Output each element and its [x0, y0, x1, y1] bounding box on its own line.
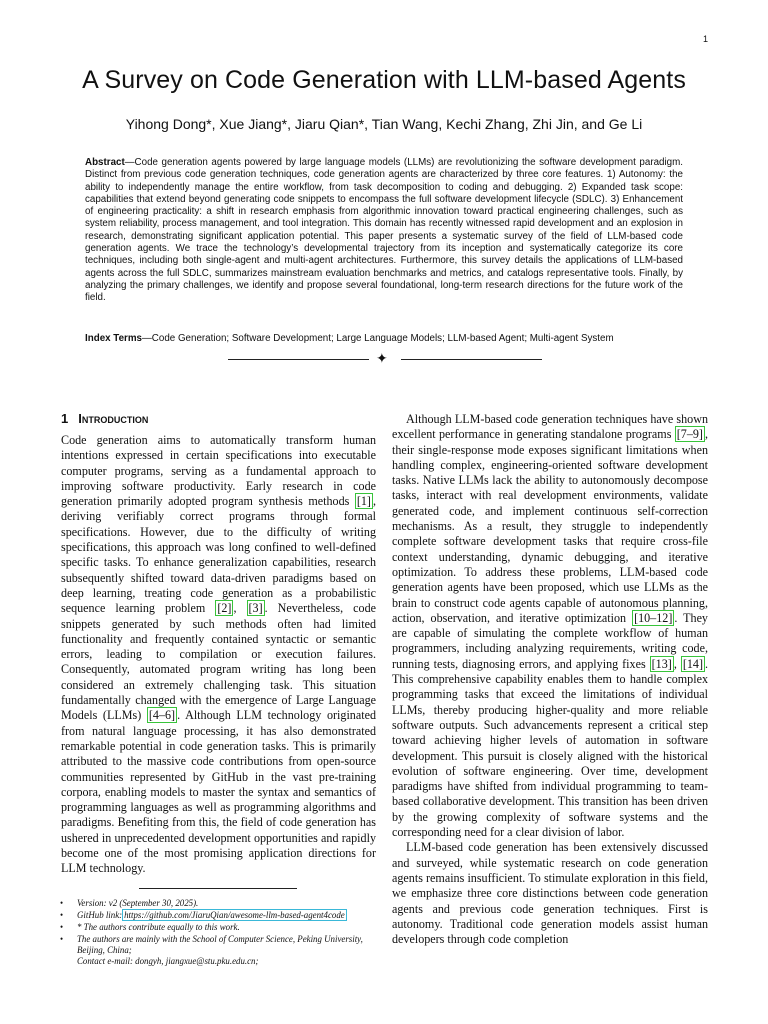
- divider-line-right: [401, 359, 542, 360]
- footnote-affiliation: [60, 934, 390, 967]
- left-column: [61, 433, 376, 877]
- footnote-equal-contribution: • * The authors contribute equally to this work.: [60, 922, 390, 933]
- footnote-rule: [139, 888, 297, 889]
- citation-link[interactable]: [4–6]: [148, 708, 176, 723]
- author-list: Yihong Dong*, Xue Jiang*, Jiaru Qian*, Tian Wang, Kechi Zhang, Zhi Jin, and Ge Li: [125, 116, 643, 132]
- left-text-c: ,: [233, 601, 247, 616]
- left-paragraph-1: [61, 433, 376, 877]
- footnote-version: • Version: v2 (September 30, 2025).: [60, 898, 390, 909]
- right-text-a: Although LLM-based code generation techniques have shown excellent performance in generating standalone programs: [392, 412, 708, 442]
- left-text-a: Code generation aims to automatically transform human intentions expressed in certain specifications into executable computer programs, serving as a fundamental approach to improving software productivity. Early research in code generation primarily adopted program synthesis methods: [61, 433, 376, 509]
- citation-link[interactable]: [7–9]: [676, 427, 703, 442]
- citation-link[interactable]: [13]: [651, 656, 672, 671]
- abstract-text: —Code generation agents powered by large language models (LLMs) are revolutionizing the software development paradigm. Distinct from previous code generation techniques, code generation agents are characterized by three core features. 1) Autonomy: the ability to independently manage the entire workflow, from task decomposition to coding and debugging. 2) Expanded task scope: capabilities that extend beyond generating code snippets to encompass the full software development lifecycle (SDLC). 3) Enhancement of engineering practicality: a shift in research emphasis from algorithmic innovation toward practical engineering challenges, such as system reliability, process management, and tool integration. This domain has recently witnessed rapid development and an explosion in research, demonstrating significant application potential. This paper presents a systematic survey of the field of LLM-based code generation agents. We trace the technology’s developmental trajectory from its inception and systematically categorize its core techniques, including both single-agent and multi-agent architectures. Furthermore, this survey details the applications of LLM-based agents across the full SDLC, summarizes mainstream evaluation benchmarks and metrics, and catalogs representative tools. Finally, by analyzing the primary challenges, we identify and propose several foundational, long-term research directions for the future work of the field.: [85, 157, 683, 304]
- citation-link[interactable]: [3]: [248, 601, 263, 616]
- section-heading-introduction: [61, 411, 148, 426]
- citation-link[interactable]: [10–12]: [634, 610, 673, 625]
- abstract-label: Abstract: [85, 157, 125, 168]
- right-text-d: ,: [673, 656, 681, 671]
- right-text-c: . They are capable of simulating the complete workflow of human programmers, including analyzing requirements, writing code, running tests, diagnosing errors, and applying fixes: [392, 610, 708, 671]
- divider-star-icon: ✦: [376, 351, 388, 367]
- github-label: GitHub link:: [77, 910, 123, 920]
- right-paragraph-1: [392, 412, 708, 840]
- index-terms: [85, 333, 685, 345]
- contact-email: Contact e-mail: dongyh, jiangxue@stu.pku.edu.cn;: [77, 956, 259, 966]
- right-text-b: , their single-response mode exposes significant limitations when handling complex, engineering-oriented software development tasks. Native LLMs lack the ability to autonomously decompose tasks, interact with real development environments, validate generated code, and implement continuous self-correction mechanisms. As a result, they struggle to independently complete software development tasks that require cross-file context understanding, dynamic debugging, and iterative optimization. To address these problems, LLM-based code generation agents have been proposed, which use LLMs as the brain to construct code agents capable of autonomous planning, action, observation, and iterative optimization: [392, 427, 708, 625]
- divider-line-left: [228, 359, 369, 360]
- footnote-github: [60, 910, 390, 921]
- page-number: 1: [702, 34, 708, 44]
- right-text-e: . This comprehensive capability enables them to handle complex programming tasks that exceed the limitations of individual LLMs, thereby producing higher-quality and more reliable software outputs. Such advancements represent a critical step toward achieving higher levels of automation in software development. This pursuit is closely aligned with the historical evolution of software engineering. Over time, development paradigms have shifted from individual programming to team-based collaborative development. This transition has been driven by the growing complexity of software systems and the corresponding need for a clear division of labor.: [392, 656, 709, 840]
- github-link[interactable]: https://github.com/JiaruQian/awesome-llm-based-agent4code: [124, 910, 345, 920]
- section-number: 1: [61, 411, 69, 426]
- citation-link[interactable]: [2]: [217, 601, 232, 616]
- right-paragraph-2: LLM-based code generation has been extensively discussed and surveyed, while systematic research on code generation agents remains insufficient. To stimulate exploration in this field, we emphasize three core distinctions between code generation agents and previous code generation techniques. First is autonomy. Traditional code generation models assist human developers through code completion: [392, 840, 708, 947]
- right-column: [392, 412, 708, 947]
- paper-title: A Survey on Code Generation with LLM-based Agents: [82, 66, 686, 94]
- citation-link[interactable]: [14]: [682, 656, 703, 671]
- section-divider: [228, 351, 542, 367]
- affiliation-text: The authors are mainly with the School of Computer Science, Peking University, Beijing, China;: [77, 934, 363, 955]
- section-title: Introduction: [78, 411, 149, 426]
- citation-link[interactable]: [1]: [356, 494, 371, 509]
- index-terms-text: —Code Generation; Software Development; Large Language Models; LLM-based Agent; Multi-agent System: [142, 333, 614, 344]
- abstract: [85, 157, 683, 305]
- left-text-d: . Nevertheless, code snippets generated by such methods often had limited functionality and frequently contained syntactic or semantic errors, leading to compilation or execution failures. Consequently, automated program writing has long been considered an extremely challenging task. This situation fundamentally changed with the emergence of Large Language Models (LLMs): [61, 601, 376, 723]
- left-text-e: . Although LLM technology originated from natural language processing, it has also demonstrated remarkable potential in code generation tasks. This is primarily attributed to the massive code contributions from open-source communities represented by GitHub in the vast pre-training corpora, enabling models to master the syntax and semantics of programming languages as well as programming algorithms and paradigms. Benefiting from this, the field of code generation has ushered in unprecedented development opportunities and rapidly become one of the most promising application directions for LLM technology.: [61, 708, 377, 876]
- index-terms-label: Index Terms: [85, 333, 142, 344]
- left-text-b: , deriving verifiably correct programs through formal specifications. However, due to the difficulty of writing specifications, this approach was long confined to well-defined specific tasks. To enhance generalization capabilities, research subsequently shifted toward data-driven paradigms based on deep learning, treating code generation as a probabilistic sequence learning problem: [61, 494, 376, 616]
- footnotes: [60, 898, 390, 968]
